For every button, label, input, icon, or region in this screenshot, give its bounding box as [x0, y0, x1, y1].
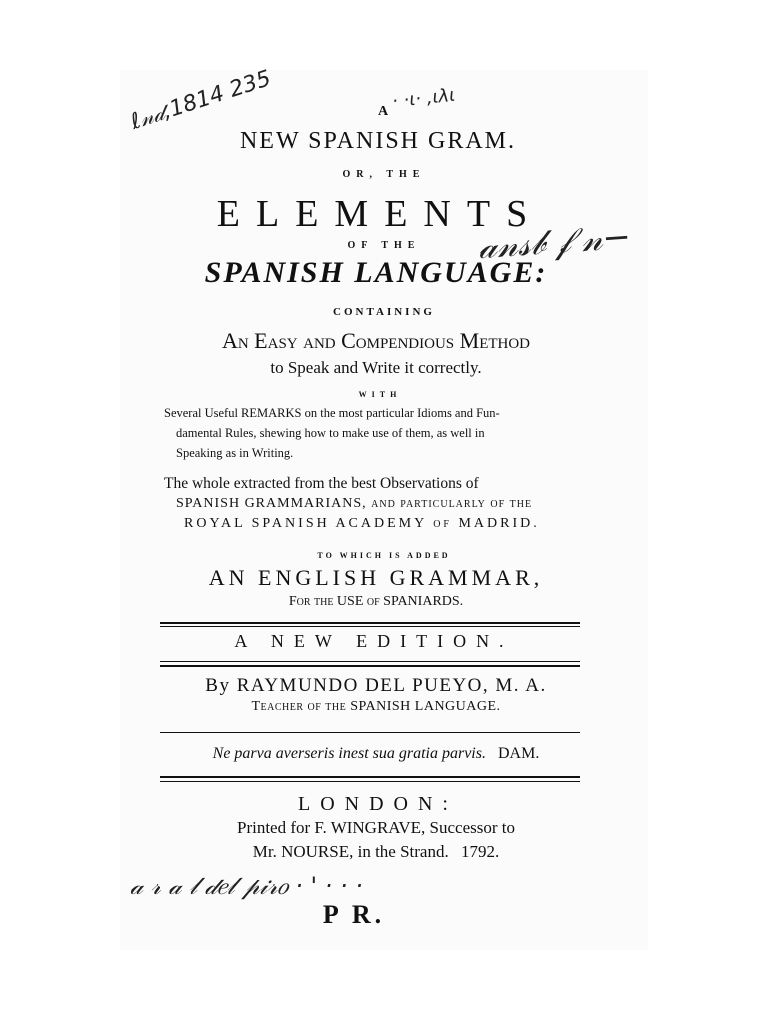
rule-above-imprint [160, 776, 580, 778]
for-use-line: For the USE of SPANIARDS. [288, 594, 464, 609]
title-or-the: OR, THE [342, 169, 426, 180]
library-stamp: P R. [322, 900, 386, 929]
title-elements: ELEMENTS [216, 193, 544, 235]
added-label: TO WHICH IS ADDED [317, 551, 451, 560]
imprint-printed: Printed for F. WINGRAVE, Successor to [236, 818, 516, 837]
title-of-the: OF THE [347, 240, 421, 251]
rule-above-edition [160, 622, 580, 624]
imprint-year: 1792. [460, 842, 500, 861]
author-name: By RAYMUNDO DEL PUEYO, M. A. [205, 675, 547, 696]
extract-line-3: ROYAL SPANISH ACADEMY of MADRID. [184, 516, 540, 531]
author-role: Teacher of the SPANISH LANGUAGE. [251, 699, 501, 714]
remarks-line-1: Several Useful REMARKS on the most particular Idioms and Fun- [164, 406, 500, 420]
remarks-line-2: damental Rules, shewing how to make use of them, as well in [176, 426, 485, 440]
handwritten-annotation-top-right: · ·ι· ‚ιλι [391, 84, 457, 113]
imprint-address-line [0, 842, 760, 862]
rule-above-edition-thin [160, 626, 580, 627]
handwritten-annotation-bottom: 𝒶 𝓇 𝒶 𝓁 𝒹𝑒𝓁 𝓅𝒾𝓇𝑜 · ' · · · [130, 872, 363, 900]
imprint-address: Mr. NOURSE, in the Strand. [252, 842, 449, 861]
extract-line-2: SPANISH GRAMMARIANS, and particularly of the [176, 496, 533, 511]
containing-label: CONTAINING [333, 306, 435, 318]
remarks-line-3: Speaking as in Writing. [176, 446, 294, 460]
rule-above-motto [160, 732, 580, 733]
with-label: WITH [358, 390, 402, 399]
title-language: SPANISH LANGUAGE: [204, 256, 548, 289]
speak-line: to Speak and Write it correctly. [270, 358, 482, 377]
handwritten-annotation-top-left: ℓ𝓃𝒹,1814 235 [127, 66, 275, 135]
title-article: A [377, 104, 391, 119]
title-line-1: NEW SPANISH GRAM. [239, 128, 517, 154]
rule-above-imprint-thin [160, 781, 580, 782]
motto-text: Ne parva averseris inest sua gratia parvis. [212, 745, 486, 762]
english-grammar-line: AN ENGLISH GRAMMAR, [208, 565, 544, 590]
motto-line [0, 745, 760, 763]
imprint-city: LONDON: [298, 793, 458, 815]
motto-source: DAM. [497, 745, 540, 762]
edition-line: A NEW EDITION. [234, 631, 514, 651]
rule-below-edition [160, 665, 580, 667]
handwritten-annotation-right: 𝒶𝓃𝓈𝒷 𝒻 𝓃− [476, 216, 633, 268]
extract-line-1: The whole extracted from the best Observations of [164, 475, 479, 492]
rule-below-edition-thin [160, 661, 580, 662]
method-line: An Easy and Compendious Method [221, 328, 531, 353]
